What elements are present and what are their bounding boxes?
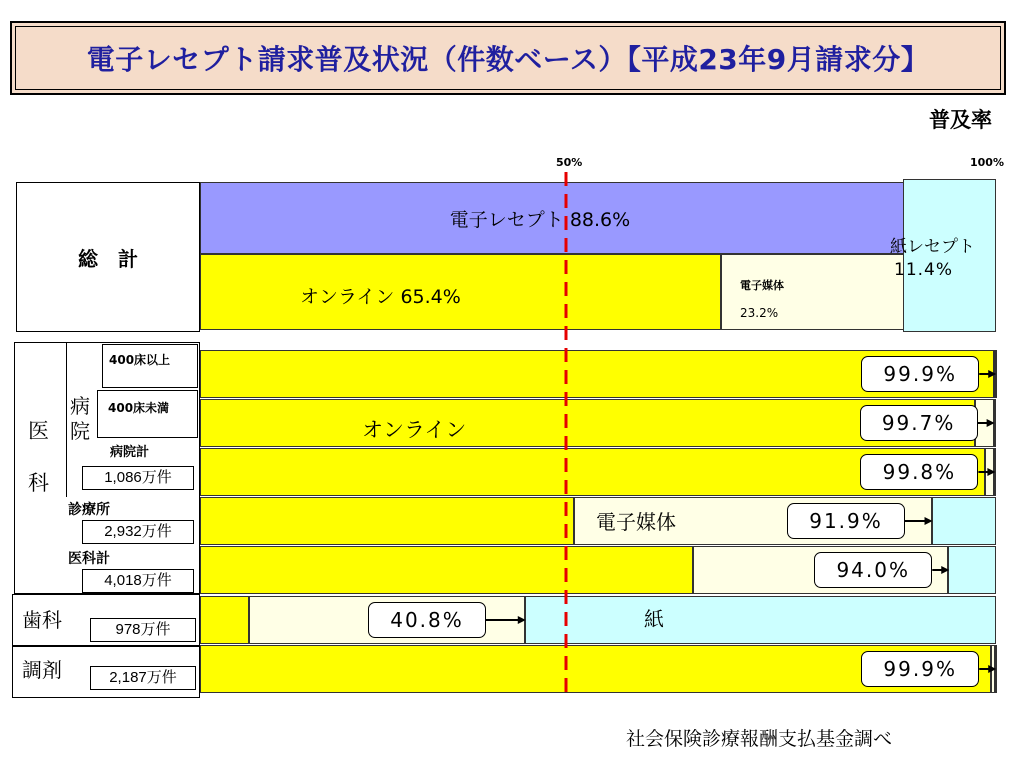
tick-100: 100% [970,156,1004,169]
online-total-label: オンライン 65.4% [300,286,461,308]
medical-count: 4,018万件 [82,569,194,593]
tick-50: 50% [556,156,583,169]
callout-1: 99.9% [861,356,979,392]
dental-label: 歯科 [22,608,62,632]
electronic-total-label: 電子レセプト 88.6% [449,209,631,231]
hospital-total-label: 病院計 [110,445,150,460]
hospital-label: 病 院 [70,394,90,443]
callout-2: 99.7% [860,405,978,441]
media-total-value: 23.2% [740,306,779,320]
paper-inline-label: 紙 [644,607,664,631]
callout-6: 40.8% [368,602,486,638]
hospital-count: 1,086万件 [82,466,194,490]
pharmacy-count: 2,187万件 [90,666,196,690]
media-total-label: 電子媒体 [740,279,784,292]
medical-total-label: 医科計 [68,551,110,567]
bed400plus-label: 400床以上 [102,344,198,388]
media-inline-label: 電子媒体 [596,510,676,534]
bed400minus-label: 400床未満 [97,390,198,438]
paper-total-label: 紙レセプト [890,237,975,257]
callout-5: 94.0% [814,552,932,588]
callout-4: 91.9% [787,503,905,539]
page-title: 電子レセプト請求普及状況（件数ベース）【平成23年9月請求分】 [86,43,930,76]
callout-7: 99.9% [861,651,979,687]
dental-count: 978万件 [90,618,196,642]
pharmacy-label: 調剤 [22,658,62,682]
paper-total-value: 11.4% [894,260,954,280]
callout-3: 99.8% [860,454,978,490]
source-note: 社会保険診療報酬支払基金調べ [626,728,893,750]
medical-label: 医 科 [28,419,49,495]
rate-label: 普及率 [929,108,992,132]
clinic-label: 診療所 [68,502,110,518]
online-inline-label: オンライン [362,418,467,442]
total-label: 総 計 [78,246,138,271]
clinic-count: 2,932万件 [82,520,194,544]
